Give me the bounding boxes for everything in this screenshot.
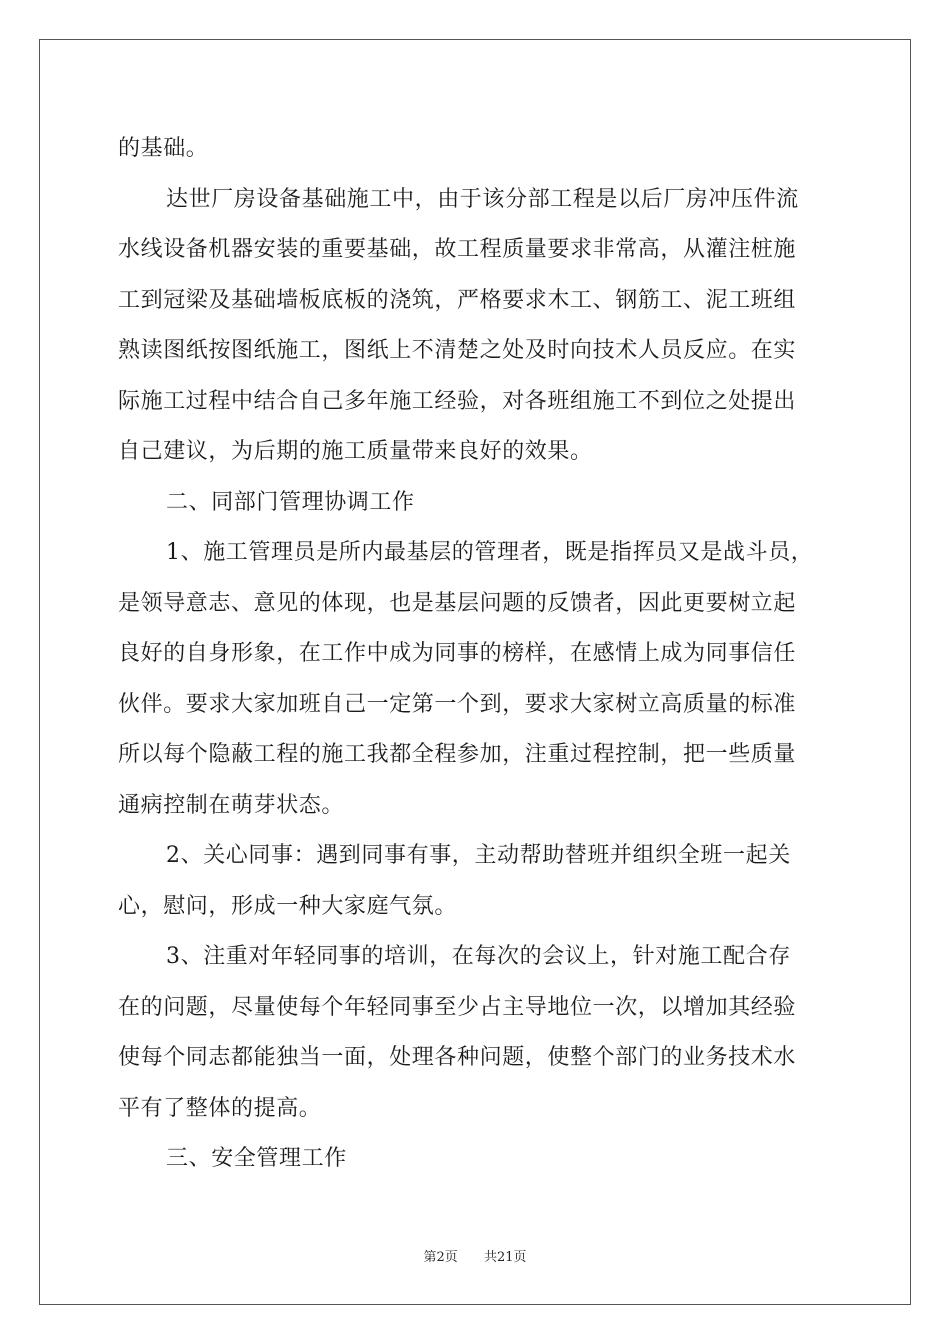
text-line: 是领导意志、意见的体现，也是基层问题的反馈者，因此更要树立起 [118, 590, 797, 616]
text-line: 平有了整体的提高。 [118, 1095, 322, 1121]
document-body [118, 124, 838, 1185]
text-line: 的基础。 [118, 136, 209, 161]
section-heading: 三、安全管理工作 [166, 1146, 347, 1171]
total-pages: 共21页 [484, 1250, 527, 1265]
text-line: 熟读图纸按图纸施工，图纸上不清楚之处及时向技术人员反应。在实 [118, 338, 797, 363]
page-footer [0, 1246, 950, 1265]
text-line: 工到冠梁及基础墙板底板的浇筑，严格要求木工、钢筋工、泥工班组 [118, 287, 797, 313]
paragraph-start: 1、施工管理员是所内最基层的管理者，既是指挥员又是战斗员， [166, 540, 814, 565]
paragraph-start: 3、注重对年轻同事的培训，在每次的会议上，针对施工配合存 [166, 944, 791, 969]
text-line: 自己建议，为后期的施工质量带来良好的效果。 [118, 439, 593, 464]
paragraph-start: 2、关心同事：遇到同事有事，主动帮助替班并组织全班一起关 [166, 843, 791, 868]
text-line: 良好的自身形象，在工作中成为同事的榜样，在感情上成为同事信任 [118, 641, 797, 666]
text-line: 在的问题，尽量使每个年轻同事至少占主导地位一次，以增加其经验 [118, 994, 797, 1020]
text-line: 际施工过程中结合自己多年施工经验，对各班组施工不到位之处提出 [118, 388, 797, 414]
page-number: 第2页 [423, 1250, 458, 1265]
text-line: 心，慰问，形成一种大家庭气氛。 [118, 893, 458, 919]
text-line: 所以每个隐蔽工程的施工我都全程参加，注重过程控制，把一些质量 [118, 742, 797, 767]
text-line: 水线设备机器安装的重要基础，故工程质量要求非常高，从灌注桩施 [118, 237, 797, 262]
text-line: 使每个同志都能独当一面，处理各种问题，使整个部门的业务技术水 [118, 1045, 797, 1070]
paragraph-start: 达世厂房设备基础施工中，由于该分部工程是以后厂房冲压件流 [166, 186, 799, 212]
text-line: 通病控制在萌芽状态。 [118, 792, 345, 818]
text-line: 伙伴。要求大家加班自己一定第一个到，要求大家树立高质量的标准 [118, 691, 797, 717]
section-heading: 二、同部门管理协调工作 [166, 489, 415, 515]
